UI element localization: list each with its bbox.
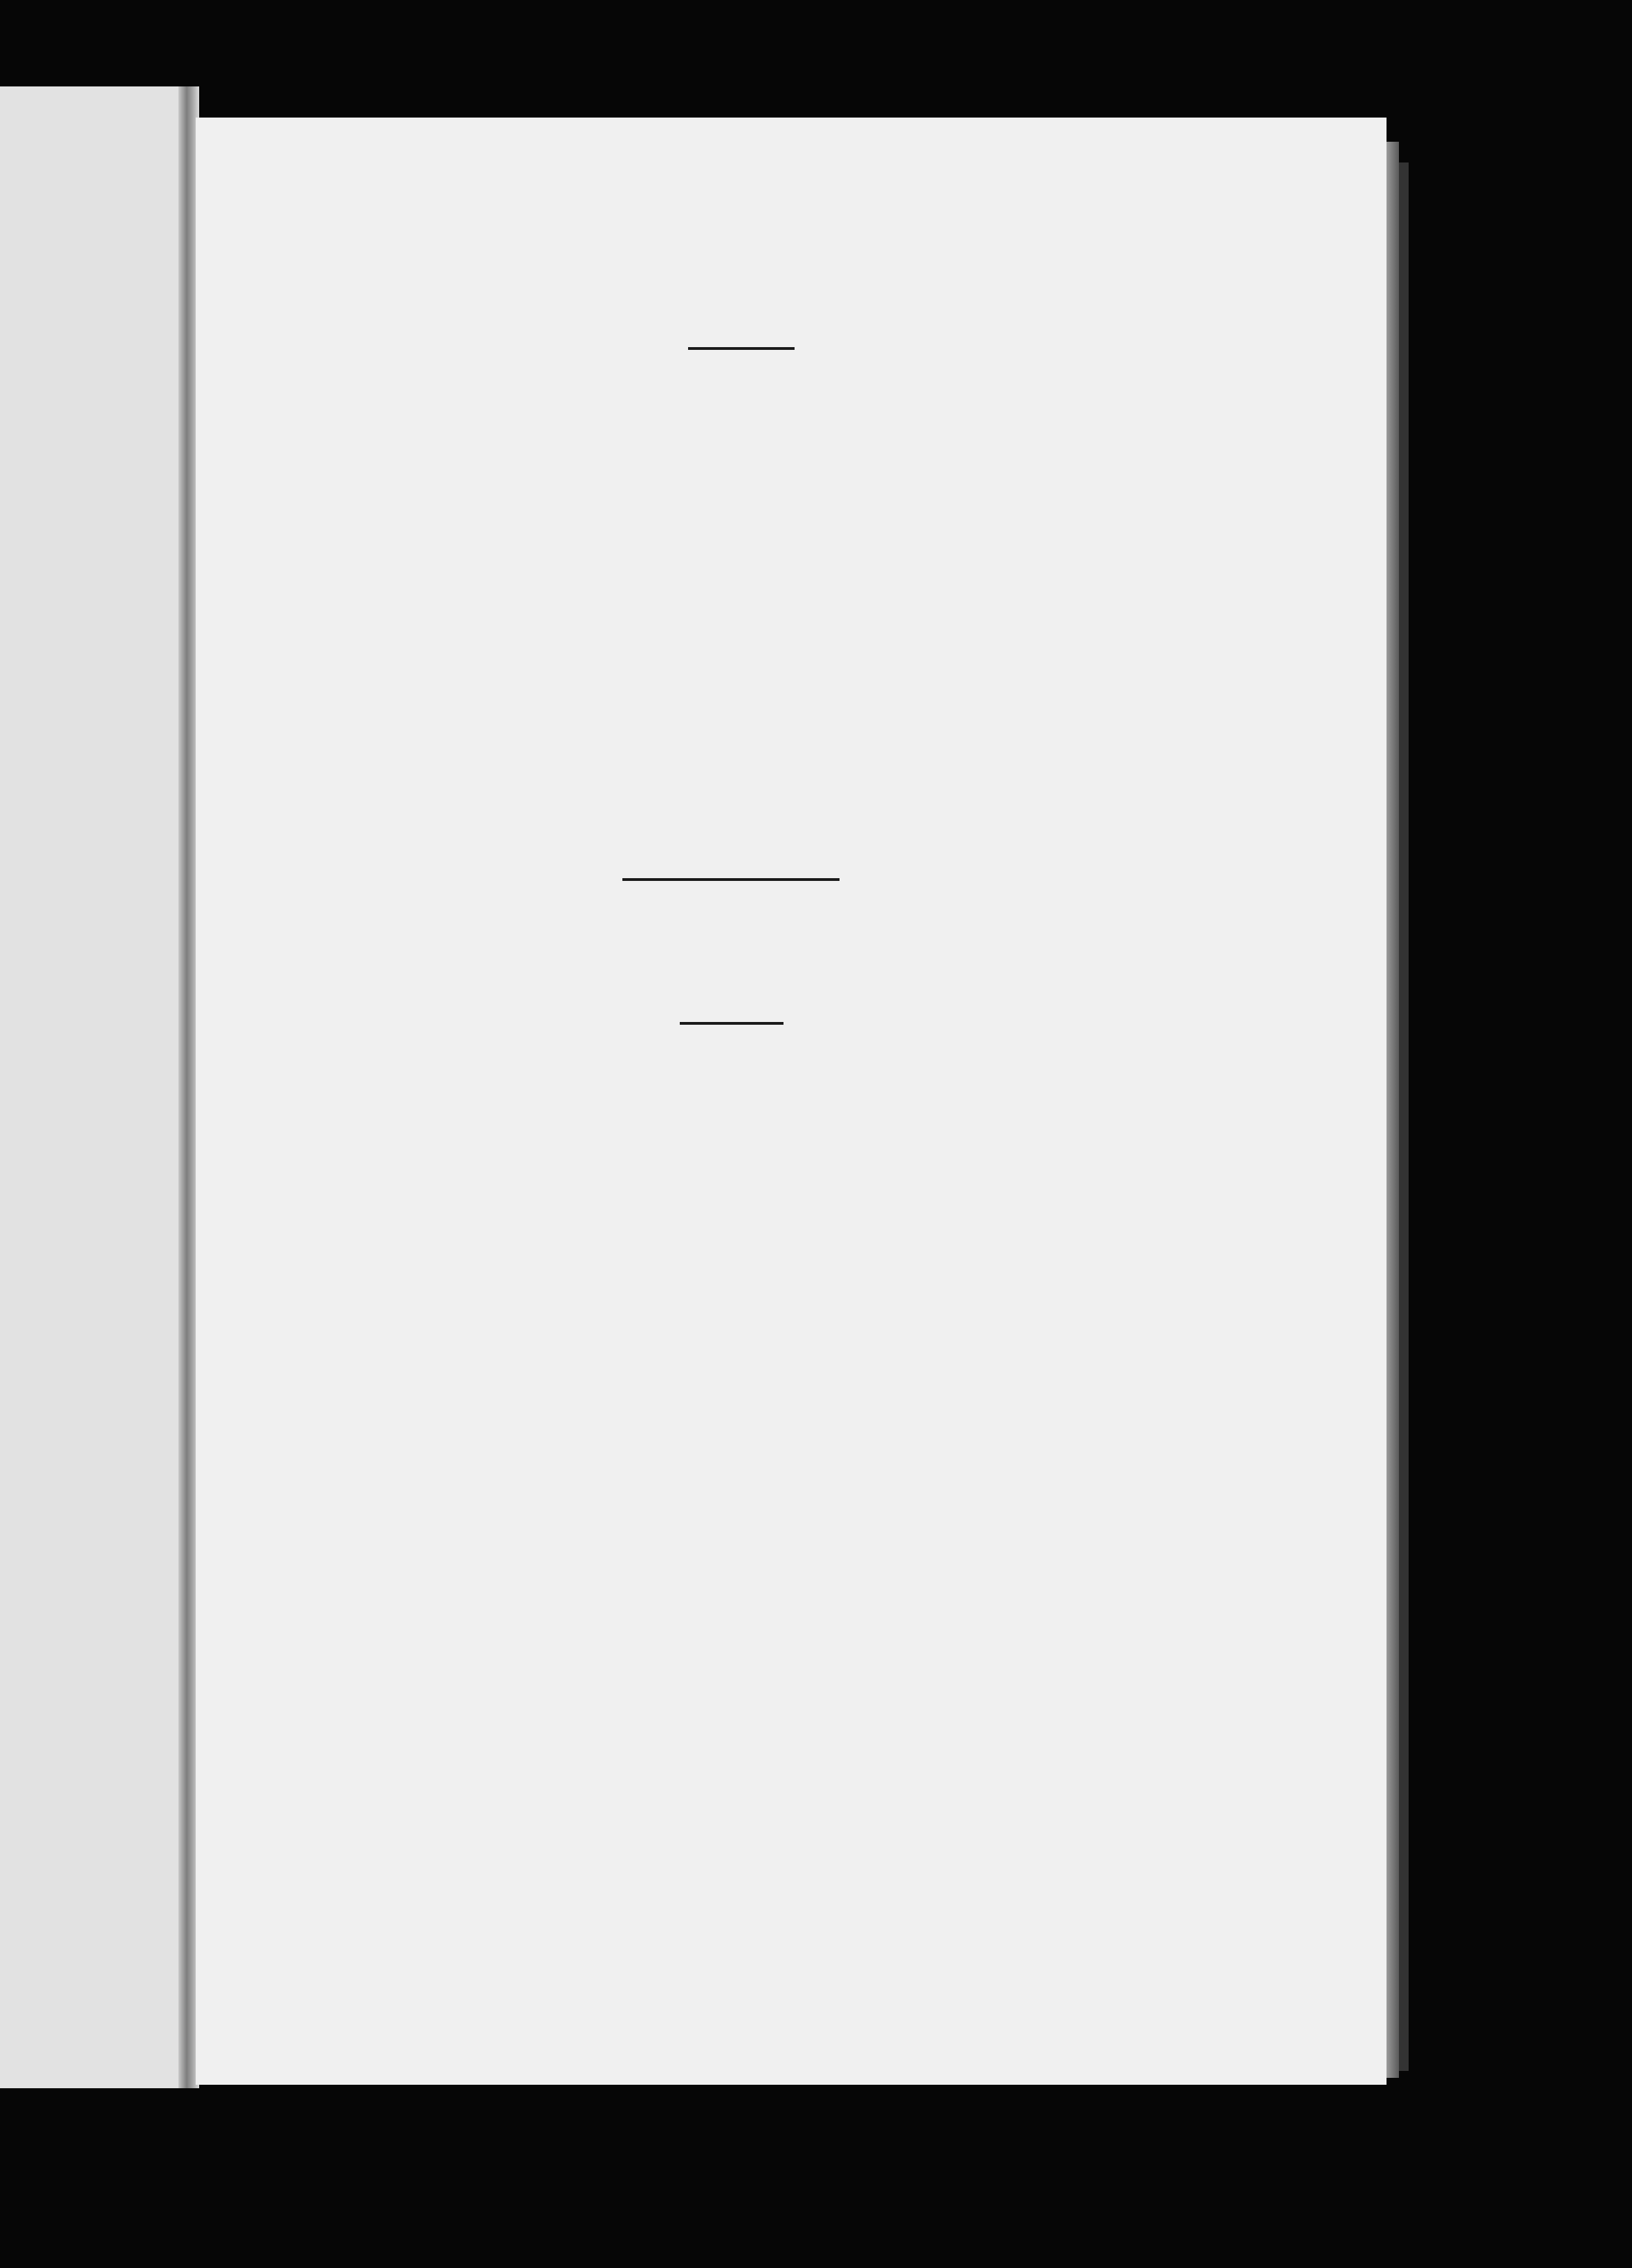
cover-edge	[1399, 162, 1409, 2071]
section-divider	[622, 878, 840, 881]
title-rule	[680, 1022, 783, 1025]
right-page	[196, 118, 1387, 2085]
left-page	[0, 86, 188, 2088]
title-rule	[688, 347, 795, 350]
page-edge	[1387, 142, 1399, 2078]
